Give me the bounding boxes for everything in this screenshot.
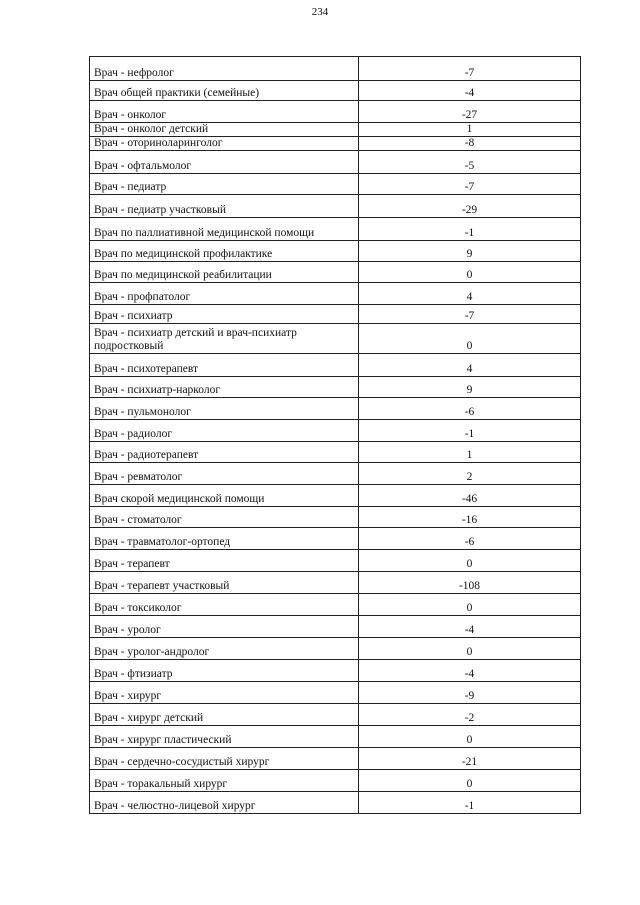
table-row [90, 324, 581, 354]
specialty-cell: Врач - торакальный хирург [90, 770, 359, 792]
page-number: 234 [311, 6, 329, 18]
specialty-cell: Врач общей практики (семейные) [90, 81, 359, 101]
table-row [90, 218, 581, 241]
specialty-cell: Врач - оториноларинголог [90, 137, 359, 151]
table-row [90, 81, 581, 101]
specialty-cell: Врач - сердечно-сосудистый хирург [90, 748, 359, 770]
value-cell: 2 [359, 463, 581, 485]
value-cell: -46 [359, 485, 581, 507]
value-cell: -7 [359, 57, 581, 81]
specialty-cell: Врач - психотерапевт [90, 354, 359, 377]
table-row [90, 195, 581, 218]
value-cell: -29 [359, 195, 581, 218]
specialty-cell: Врач - уролог [90, 616, 359, 638]
specialty-cell: Врач по паллиативной медицинской помощи [90, 218, 359, 241]
value-cell: 0 [359, 594, 581, 616]
table-row [90, 485, 581, 507]
value-cell: -1 [359, 792, 581, 814]
table-row [90, 398, 581, 420]
table-row [90, 377, 581, 398]
table-body [90, 57, 581, 814]
specialty-cell: Врач - профпатолог [90, 283, 359, 305]
value-cell: -4 [359, 660, 581, 682]
table-row [90, 770, 581, 792]
table-row [90, 262, 581, 283]
table-row [90, 726, 581, 748]
specialty-cell: Врач - хирург детский [90, 704, 359, 726]
table-row [90, 354, 581, 377]
specialty-cell: Врач - педиатр [90, 174, 359, 195]
specialty-cell: Врач - радиолог [90, 420, 359, 442]
table-row [90, 594, 581, 616]
value-cell: 1 [359, 123, 581, 137]
value-cell: -1 [359, 218, 581, 241]
value-cell: -5 [359, 151, 581, 174]
table-row [90, 305, 581, 324]
table-row [90, 638, 581, 660]
value-cell: -9 [359, 682, 581, 704]
table-row [90, 241, 581, 262]
value-cell: 4 [359, 283, 581, 305]
specialty-cell: Врач - хирург пластический [90, 726, 359, 748]
specialty-cell: Врач - уролог-андролог [90, 638, 359, 660]
table-row [90, 174, 581, 195]
value-cell: -4 [359, 616, 581, 638]
specialty-cell: Врач по медицинской профилактике [90, 241, 359, 262]
table-row [90, 616, 581, 638]
value-cell: -1 [359, 420, 581, 442]
specialty-cell: Врач - офтальмолог [90, 151, 359, 174]
specialty-cell: Врач - онколог детский [90, 123, 359, 137]
table-row [90, 101, 581, 123]
value-cell: 9 [359, 377, 581, 398]
value-cell: 0 [359, 638, 581, 660]
value-cell: 0 [359, 550, 581, 572]
specialty-cell: Врач - радиотерапевт [90, 442, 359, 463]
table-row [90, 420, 581, 442]
specialty-cell: Врач - психиатр-нарколог [90, 377, 359, 398]
value-cell: -8 [359, 137, 581, 151]
value-cell: 0 [359, 770, 581, 792]
value-cell: 4 [359, 354, 581, 377]
specialty-cell: Врач - терапевт участковый [90, 572, 359, 594]
value-cell: -6 [359, 398, 581, 420]
table-row [90, 748, 581, 770]
table-row [90, 151, 581, 174]
specialty-cell: Врач - пульмонолог [90, 398, 359, 420]
specialty-cell: Врач - психиатр детский и врач-психиатр подростковый [90, 324, 359, 354]
value-cell: 9 [359, 241, 581, 262]
specialty-cell: Врач - педиатр участковый [90, 195, 359, 218]
specialty-cell: Врач - челюстно-лицевой хирург [90, 792, 359, 814]
specialty-cell: Врач - терапевт [90, 550, 359, 572]
value-cell: 0 [359, 262, 581, 283]
value-cell: 0 [359, 726, 581, 748]
value-cell: -4 [359, 81, 581, 101]
value-cell: -16 [359, 507, 581, 528]
specialty-cell: Врач скорой медицинской помощи [90, 485, 359, 507]
specialty-cell: Врач - онколог [90, 101, 359, 123]
table-row [90, 463, 581, 485]
specialty-cell: Врач - нефролог [90, 57, 359, 81]
value-cell: -21 [359, 748, 581, 770]
table-row [90, 682, 581, 704]
table-row [90, 704, 581, 726]
value-cell: -108 [359, 572, 581, 594]
table-row [90, 528, 581, 550]
table-row [90, 123, 581, 137]
table-row [90, 57, 581, 81]
specialty-cell: Врач - травматолог-ортопед [90, 528, 359, 550]
specialty-cell: Врач - стоматолог [90, 507, 359, 528]
value-cell: -7 [359, 305, 581, 324]
table-row [90, 572, 581, 594]
value-cell: -2 [359, 704, 581, 726]
table-row [90, 792, 581, 814]
table-row [90, 660, 581, 682]
value-cell: 0 [359, 324, 581, 354]
specialty-cell: Врач - токсиколог [90, 594, 359, 616]
specialty-cell: Врач по медицинской реабилитации [90, 262, 359, 283]
specialty-cell: Врач - фтизиатр [90, 660, 359, 682]
specialty-cell: Врач - хирург [90, 682, 359, 704]
table-row [90, 442, 581, 463]
staffing-table [89, 56, 581, 814]
table-row [90, 550, 581, 572]
table-row [90, 137, 581, 151]
value-cell: -6 [359, 528, 581, 550]
specialty-cell: Врач - психиатр [90, 305, 359, 324]
table-row [90, 283, 581, 305]
value-cell: 1 [359, 442, 581, 463]
value-cell: -27 [359, 101, 581, 123]
specialty-cell: Врач - ревматолог [90, 463, 359, 485]
value-cell: -7 [359, 174, 581, 195]
table-row [90, 507, 581, 528]
